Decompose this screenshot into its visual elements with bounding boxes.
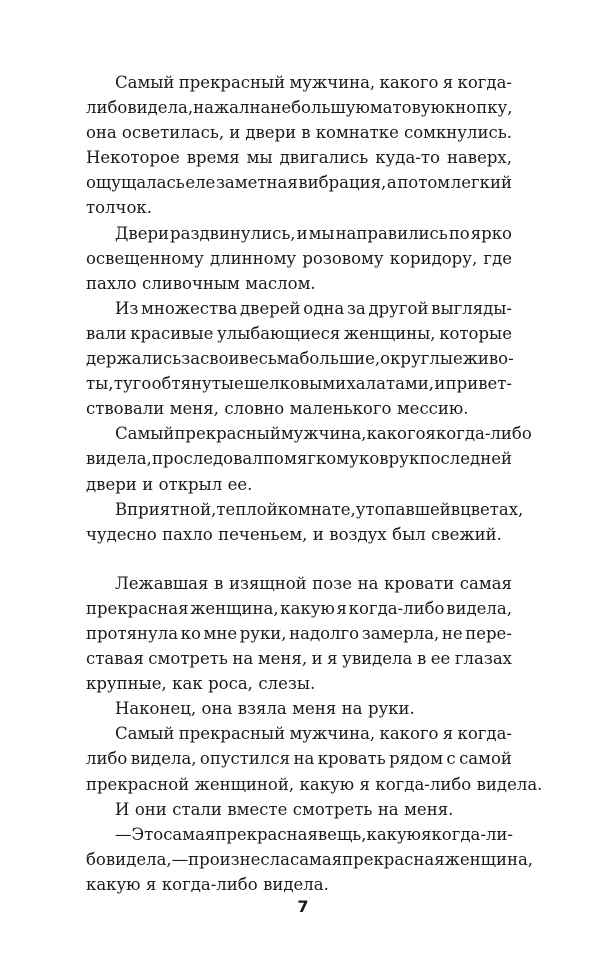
text-line: освещенному длинному розовому коридору, где [86,248,512,268]
text-line: Самый прекрасный мужчина, какого я когда-либо [115,424,532,444]
text-line: бо видела, — произнесла самая прекрасная женщина, [86,849,534,869]
text-line: Некоторое время мы двигались куда-то наверх, [86,148,512,168]
text-line: она осветилась, и двери в комнатке сомкнулись. [86,123,512,143]
text-line: Из множества дверей одна за другой выгляды- [115,298,512,318]
text-line: Самый прекрасный мужчина, какого я когда- [115,73,512,92]
text-line: пахло сливочным маслом. [86,273,316,293]
page-number: 7 [297,897,309,916]
text-line: вали красивые улыбающиеся женщины, которые [86,323,512,343]
text-line: ствовали меня, словно маленького мессию. [86,399,469,419]
text-line: прекрасная женщина, какую я когда-либо видела, [86,598,512,618]
paragraph [86,497,524,547]
paragraph [86,696,512,721]
text-line: видела, проследовал по мягкому ковру к последней [86,449,512,469]
text-line: ставая смотреть на меня, и я увидела в ее глазах [86,649,512,669]
paragraph [86,221,512,296]
text-line: И они стали вместе смотреть на меня. [115,799,454,819]
text-line: крупные, как роса, слезы. [86,674,316,694]
paragraph [86,822,534,897]
paragraph [86,571,512,696]
paragraph [86,721,543,796]
text-line: ощущалась еле заметная вибрация, а потом легкий [86,173,512,193]
text-line: Двери раздвинулись, и мы направились по ярко [115,223,512,243]
text-line: — Это самая прекрасная вещь, какую я когда-ли- [115,824,514,844]
paragraph [86,797,512,822]
text-line: прекрасной женщиной, какую я когда-либо видела. [86,774,543,794]
text-line: Наконец, она взяла меня на руки. [115,699,415,719]
paragraph [86,296,512,421]
text-line: толчок. [86,198,152,218]
text-line: ты, туго обтянутые шелковыми халатами, и привет- [86,374,512,394]
text-line: Лежавшая в изящной позе на кровати самая [115,573,512,593]
text-line: протянула ко мне руки, надолго замерла, не пере- [86,623,512,643]
paragraph [86,70,512,221]
text-line: Самый прекрасный мужчина, какого я когда- [115,724,512,744]
text-line: какую я когда-либо видела. [86,874,329,894]
section-break [86,547,512,571]
page-body [86,70,543,897]
text-line: В приятной, теплой комнате, утопавшей в цветах, [115,499,524,519]
text-line: либо видела, нажал на небольшую матовую кнопку, [86,98,513,118]
text-line: держались за свои весьма большие, округлые живо- [86,349,514,369]
text-line: либо видела, опустился на кровать рядом с самой [86,749,512,769]
paragraph [86,421,532,496]
text-line: чудесно пахло печеньем, и воздух был свежий. [86,524,502,544]
text-line: двери и открыл ее. [86,474,253,494]
